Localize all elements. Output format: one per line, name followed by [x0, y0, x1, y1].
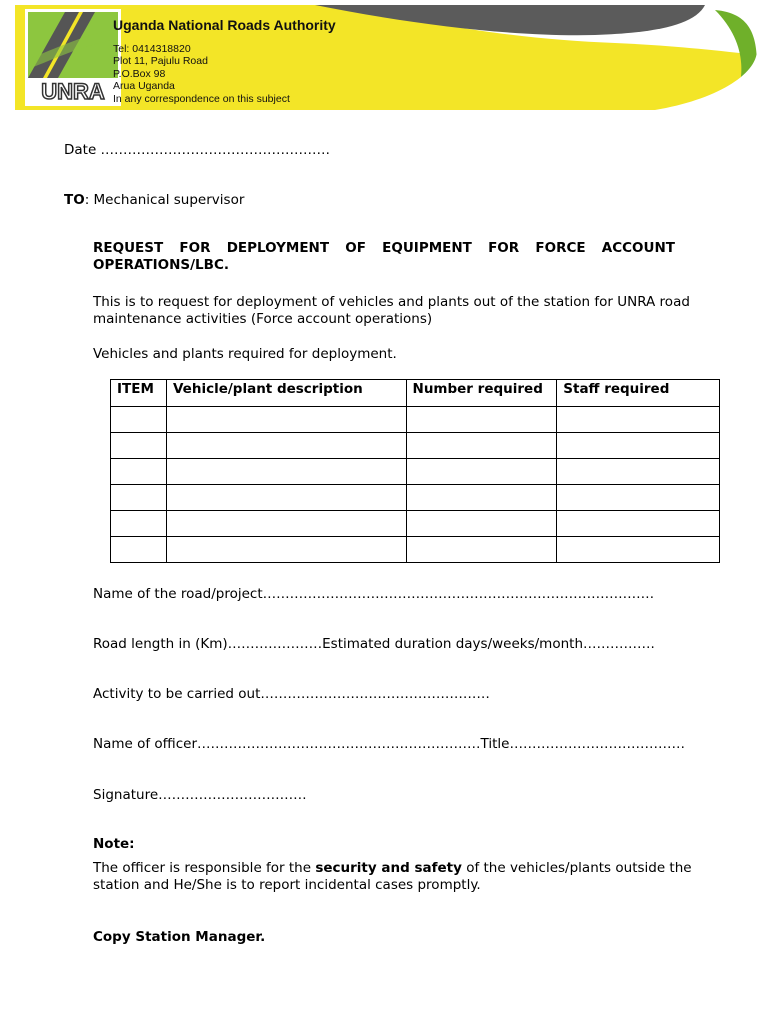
table-cell[interactable] [557, 485, 720, 511]
note-text-end: of the vehicles/plants outside the station and He/She is to report incidental cases promptly. [93, 860, 692, 893]
note-text-start: The officer is responsible for the [93, 860, 316, 876]
table-cell[interactable] [166, 511, 406, 537]
table-cell[interactable] [166, 407, 406, 433]
table-cell[interactable] [111, 433, 167, 459]
road-length-duration-field[interactable]: Road length in (Km)…………………Estimated duration days/weeks/month……………. [93, 636, 655, 652]
contact-po-box: P.O.Box 98 [113, 67, 166, 80]
table-row [111, 485, 720, 511]
table-cell[interactable] [111, 537, 167, 563]
header-item: ITEM [111, 380, 167, 407]
table-cell[interactable] [557, 407, 720, 433]
note-emphasis: security and safety [315, 860, 462, 876]
request-heading: REQUEST FOR DEPLOYMENT OF EQUIPMENT FOR FORCE ACCOUNT OPERATIONS/LBC. [93, 240, 675, 273]
to-label: TO [64, 192, 85, 208]
table-cell[interactable] [166, 485, 406, 511]
contact-city: Arua Uganda [113, 80, 175, 93]
header-description: Vehicle/plant description [166, 380, 406, 407]
unra-logo [25, 9, 121, 106]
table-cell[interactable] [406, 459, 557, 485]
contact-correspondence-note: In any correspondence on this subject [113, 92, 290, 105]
table-cell[interactable] [166, 459, 406, 485]
contact-details [113, 43, 290, 105]
officer-title-field[interactable]: Name of officer………………………………………………………Title………………………………… [93, 736, 685, 752]
contact-address: Plot 11, Pajulu Road [113, 55, 208, 68]
recipient-line [64, 192, 244, 209]
table-header-row [111, 380, 720, 407]
activity-field[interactable]: Activity to be carried out…………………………………………… [93, 686, 490, 702]
table-cell[interactable] [111, 485, 167, 511]
table-cell[interactable] [557, 537, 720, 563]
header-staff-required: Staff required [557, 380, 720, 407]
table-cell[interactable] [111, 407, 167, 433]
table-cell[interactable] [111, 511, 167, 537]
note-label: Note: [93, 836, 135, 852]
table-cell[interactable] [557, 459, 720, 485]
equipment-table [110, 379, 720, 563]
table-cell[interactable] [406, 537, 557, 563]
table-row [111, 511, 720, 537]
letterhead [15, 5, 757, 110]
table-cell[interactable] [406, 407, 557, 433]
note-paragraph [93, 860, 705, 894]
table-row [111, 433, 720, 459]
required-label: Vehicles and plants required for deployment. [93, 346, 397, 362]
table-cell[interactable] [166, 537, 406, 563]
date-field[interactable]: Date …………………………………………… [64, 142, 331, 158]
contact-phone: Tel: 0414318820 [113, 43, 191, 55]
table-cell[interactable] [111, 459, 167, 485]
table-row [111, 537, 720, 563]
table-cell[interactable] [557, 433, 720, 459]
table-row [111, 459, 720, 485]
signature-field[interactable]: Signature…………………………… [93, 787, 307, 803]
organization-name: Uganda National Roads Authority [113, 17, 336, 33]
recipient-value: : Mechanical supervisor [84, 192, 245, 208]
logo-wordmark: UNRA [41, 79, 105, 104]
intro-paragraph: This is to request for deployment of vehicles and plants out of the station for UNRA road maintenance activities (Force account operations) [93, 294, 690, 327]
table-cell[interactable] [406, 511, 557, 537]
header-number-required: Number required [406, 380, 557, 407]
table-cell[interactable] [406, 485, 557, 511]
road-project-field[interactable]: Name of the road/project…………………………………………………………………………… [93, 586, 655, 602]
table-cell[interactable] [557, 511, 720, 537]
table-row [111, 407, 720, 433]
table-cell[interactable] [406, 433, 557, 459]
table-cell[interactable] [166, 433, 406, 459]
copy-recipient: Copy Station Manager. [93, 929, 266, 945]
